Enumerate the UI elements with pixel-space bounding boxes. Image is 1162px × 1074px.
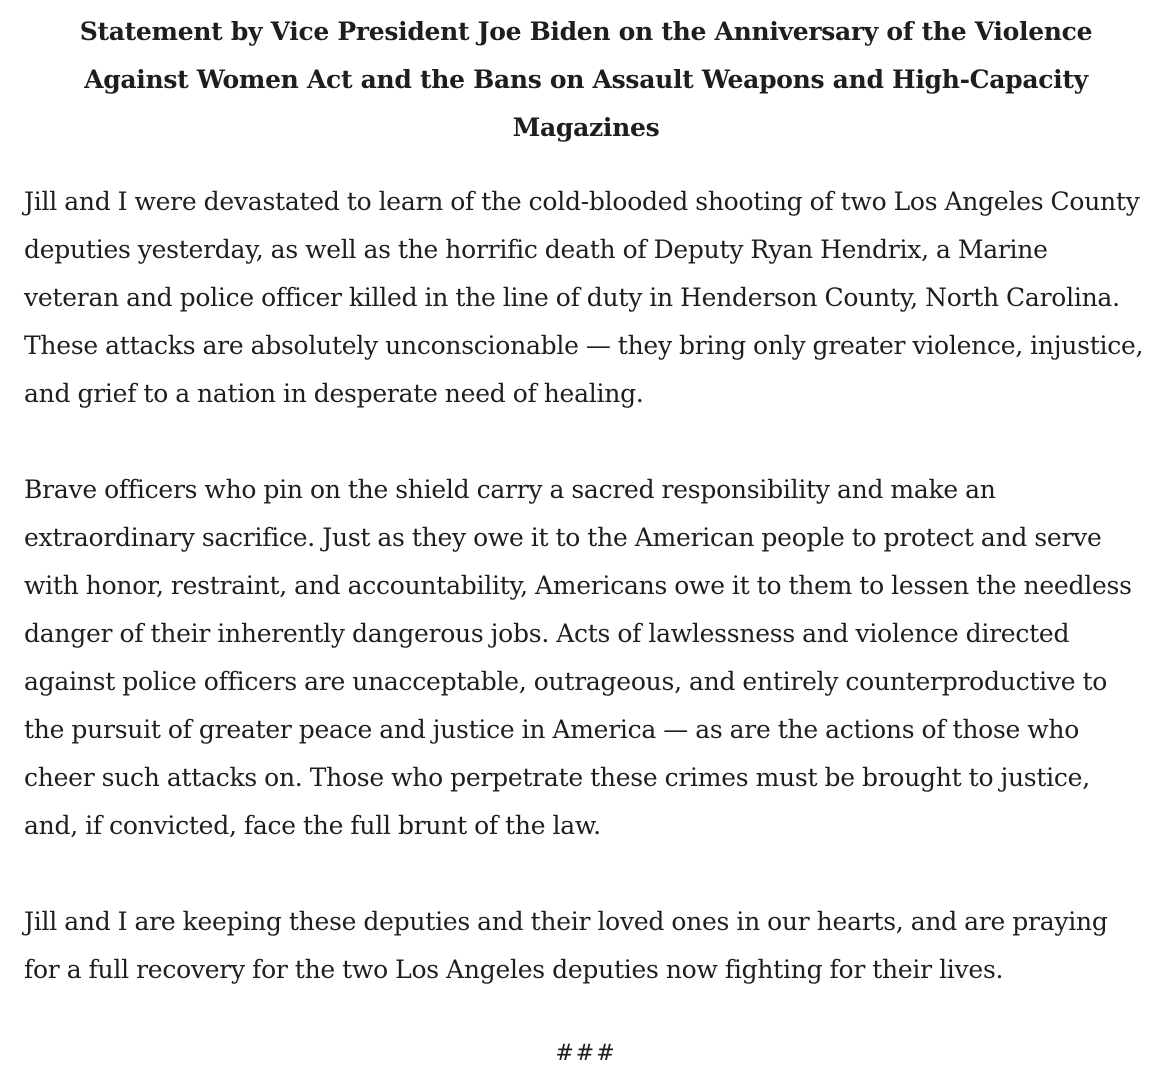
- statement-paragraph-3: Jill and I are keeping these deputies and their loved ones in our hearts, and are praying for a full recovery for the two Los Angeles deputies now fighting for their lives.: [24, 907, 1108, 984]
- end-mark: ###: [555, 1041, 617, 1066]
- statement-title: Statement by Vice President Joe Biden on the Anniversary of the Violence Against Women Act and the Bans on Assault Weapons and High-Capacity Magazines: [79, 17, 1093, 142]
- statement-paragraph-2: Brave officers who pin on the shield carry a sacred responsibility and make an extraordinary sacrifice. Just as they owe it to the American people to protect and serve with honor, restraint, and accountability, Americans owe it to them to lessen the needless danger of their inherently dangerous jobs. Acts of lawlessness and violence directed against police officers are unacceptable, outrageous, and entirely counterproductive to the pursuit of greater peace and justice in America — as are the actions of those who cheer such attacks on. Those who perpetrate these crimes must be brought to justice, and, if convicted, face the full brunt of the law.: [24, 475, 1132, 840]
- statement-paragraph-1: Jill and I were devastated to learn of the cold-blooded shooting of two Los Angeles County deputies yesterday, as well as the horrific death of Deputy Ryan Hendrix, a Marine veteran and police officer killed in the line of duty in Henderson County, North Carolina. These attacks are absolutely unconscionable — they bring only greater violence, injustice, and grief to a nation in desperate need of healing.: [24, 187, 1144, 408]
